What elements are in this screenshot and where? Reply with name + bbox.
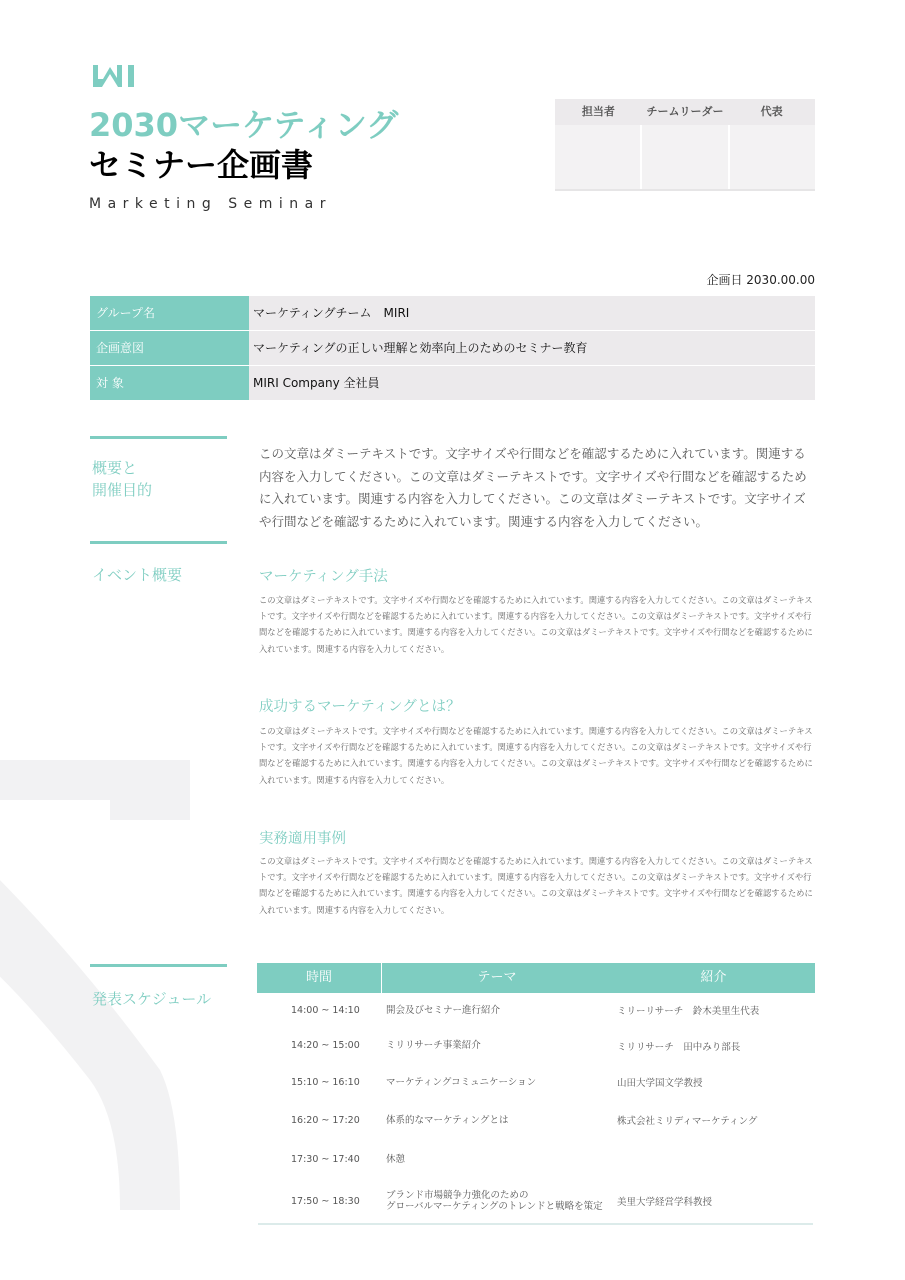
subtitle: Marketing Seminar xyxy=(89,196,332,212)
brand-logo-icon xyxy=(90,62,140,90)
section-divider xyxy=(90,964,227,967)
schedule-header xyxy=(257,963,815,993)
header-theme: テーマ xyxy=(477,970,517,985)
info-row-intent xyxy=(90,331,815,366)
row-time: 17:50 ~ 18:30 xyxy=(291,1195,360,1207)
section-label-line: 開催目的 xyxy=(92,481,153,499)
stamp-box-leader[interactable] xyxy=(642,125,729,189)
row-intro: 美里大学経営学科教授 xyxy=(617,1197,713,1208)
info-value[interactable]: マーケティングの正しい理解と効率向上のためのセミナー教育 xyxy=(249,331,815,365)
schedule-bottom-rule xyxy=(258,1223,813,1225)
overview-text: この文章はダミーテキストです。文字サイズや行間などを確認するために入れています。関連する内容を入力してください。この文章はダミーテキストです。文字サイズや行間などを確認するために入れています。関連する内容を入力してください。この文章はダミーテキストです。文字サイズや行間などを確認するために入れています。関連する内容を入力してください。 xyxy=(259,446,807,529)
event-text: この文章はダミーテキストです。文字サイズや行間などを確認するために入れています。関連する内容を入力してください。この文章はダミーテキストです。文字サイズや行間などを確認するために入れています。関連する内容を入力してください。この文章はダミーテキストです。文字サイズや行間などを確認するために入れています。関連する内容を入力してください。この文章はダミーテキストです。文字サイズや行間などを確認するために入れています。関連する内容を入力してください。 xyxy=(259,595,813,654)
plan-date: 企画日 2030.00.00 xyxy=(706,273,815,287)
row-time: 14:00 ~ 14:10 xyxy=(291,1004,360,1016)
row-intro: ミリーリサーチ 鈴木美里生代表 xyxy=(617,1006,760,1017)
row-theme: 体系的なマーケティングとは xyxy=(386,1114,509,1126)
table-row xyxy=(257,1100,815,1140)
schedule-table xyxy=(257,963,815,1224)
approval-col-leader: チームリーダー xyxy=(646,105,724,118)
table-row xyxy=(257,993,815,1027)
info-label: 対 象 xyxy=(90,366,249,400)
info-label: グループ名 xyxy=(90,296,249,330)
table-row xyxy=(257,1140,815,1178)
info-row-group xyxy=(90,296,815,331)
section-label-line: 概要と xyxy=(92,459,138,477)
row-time: 15:10 ~ 16:10 xyxy=(291,1076,360,1088)
section-divider xyxy=(90,436,227,439)
table-row xyxy=(257,1178,815,1224)
row-intro: 山田大学国文学教授 xyxy=(617,1078,703,1089)
section-label-event: イベント概要 xyxy=(92,566,183,584)
row-time: 17:30 ~ 17:40 xyxy=(291,1153,360,1165)
header-time: 時間 xyxy=(257,963,382,993)
approval-table xyxy=(555,99,815,191)
row-theme xyxy=(382,1190,614,1212)
info-label: 企画意図 xyxy=(90,331,249,365)
row-theme: マーケティングコミュニケーション xyxy=(386,1076,537,1088)
approval-stamp-boxes xyxy=(555,125,815,191)
event-text: この文章はダミーテキストです。文字サイズや行間などを確認するために入れています。関連する内容を入力してください。この文章はダミーテキストです。文字サイズや行間などを確認するために入れています。関連する内容を入力してください。この文章はダミーテキストです。文字サイズや行間などを確認するために入れています。関連する内容を入力してください。この文章はダミーテキストです。文字サイズや行間などを確認するために入れています。関連する内容を入力してください。 xyxy=(259,726,813,785)
table-row xyxy=(257,1027,815,1064)
table-row xyxy=(257,1064,815,1100)
approval-header xyxy=(555,99,815,125)
row-theme: 休憩 xyxy=(386,1153,406,1165)
section-label-overview xyxy=(92,457,152,501)
section-divider xyxy=(90,541,227,544)
approval-col-staff: 担当者 xyxy=(581,105,615,118)
stamp-box-representative[interactable] xyxy=(730,125,815,189)
title-line-1: 2030マーケティング xyxy=(89,106,399,144)
stamp-box-staff[interactable] xyxy=(555,125,642,189)
row-intro: 株式会社ミリディマーケティング xyxy=(617,1116,758,1127)
header-intro: 紹介 xyxy=(700,970,727,985)
section-label-schedule: 発表スケジュール xyxy=(92,990,212,1008)
approval-col-representative: 代表 xyxy=(760,105,783,118)
row-intro: ミリリサーチ 田中みり部長 xyxy=(617,1041,741,1053)
event-heading: 成功するマーケティングとは？ xyxy=(259,699,461,715)
row-theme: ミリリサーチ事業紹介 xyxy=(386,1040,481,1051)
event-heading: 実務適用事例 xyxy=(259,831,346,847)
info-value[interactable]: MIRI Company 全社員 xyxy=(249,366,815,400)
row-theme: 開会及びセミナー進行紹介 xyxy=(386,1004,501,1016)
info-value[interactable]: マーケティングチーム MIRI xyxy=(249,296,815,330)
info-table xyxy=(90,296,815,401)
info-row-target xyxy=(90,366,815,401)
row-theme-line: グローバルマーケティングのトレンドと戦略を策定 xyxy=(386,1201,603,1212)
event-heading: マーケティング手法 xyxy=(259,569,388,585)
row-time: 16:20 ~ 17:20 xyxy=(291,1114,360,1126)
event-text: この文章はダミーテキストです。文字サイズや行間などを確認するために入れています。関連する内容を入力してください。この文章はダミーテキストです。文字サイズや行間などを確認するために入れています。関連する内容を入力してください。この文章はダミーテキストです。文字サイズや行間などを確認するために入れています。関連する内容を入力してください。この文章はダミーテキストです。文字サイズや行間などを確認するために入れています。関連する内容を入力してください。 xyxy=(259,856,813,915)
row-time: 14:20 ~ 15:00 xyxy=(291,1040,360,1051)
row-theme-line: ブランド市場競争力強化のための xyxy=(386,1190,529,1201)
title-line-2: セミナー企画書 xyxy=(89,146,314,184)
